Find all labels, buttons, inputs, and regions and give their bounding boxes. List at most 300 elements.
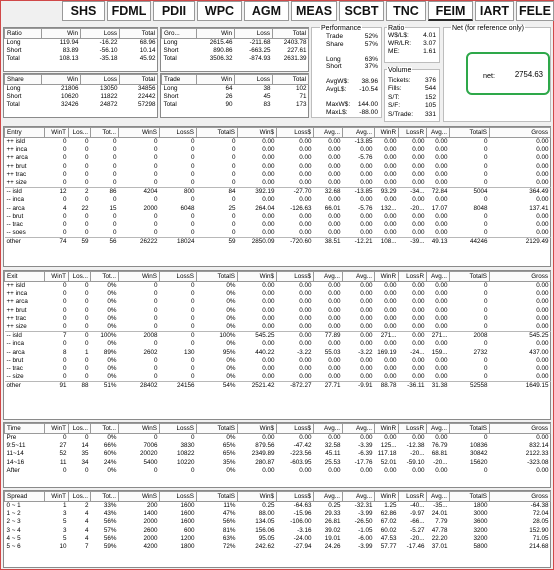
table-row[interactable] bbox=[5, 163, 551, 171]
column-header[interactable]: Win$ bbox=[238, 492, 277, 502]
table-cell: 7006 bbox=[143, 442, 158, 450]
table-cell: 392.19 bbox=[255, 188, 275, 196]
column-header[interactable]: Tot... bbox=[91, 424, 119, 434]
table-row[interactable] bbox=[5, 349, 551, 357]
column-header[interactable]: Win$ bbox=[238, 424, 277, 434]
table-cell: 22442 bbox=[137, 93, 156, 101]
table-cell: 15620 bbox=[469, 458, 488, 466]
table-cell: 1800 bbox=[473, 502, 488, 509]
row-label: ++ arca bbox=[6, 298, 28, 306]
table-row[interactable] bbox=[5, 101, 158, 109]
column-header[interactable]: Avg... bbox=[343, 128, 375, 138]
table-cell: 0 bbox=[84, 282, 89, 289]
net-value: 2754.63 bbox=[514, 70, 543, 79]
column-header[interactable]: Gross bbox=[490, 492, 551, 502]
column-header[interactable]: TotalS bbox=[197, 492, 238, 502]
table-cell: 0.00 bbox=[536, 138, 549, 145]
table-cell: -35... bbox=[433, 502, 448, 509]
table-cell: 0 bbox=[153, 170, 158, 178]
table-cell: 0.00 bbox=[299, 282, 312, 289]
tab-fele[interactable]: FELE bbox=[516, 1, 554, 21]
table-cell: 0 bbox=[153, 340, 158, 348]
table-cell: 0.00 bbox=[343, 179, 375, 188]
column-header[interactable]: WinS bbox=[119, 492, 160, 502]
column-header[interactable]: Total bbox=[273, 75, 309, 85]
column-header[interactable]: Loss bbox=[235, 75, 273, 85]
table-cell: 65% bbox=[222, 442, 236, 450]
table-row[interactable] bbox=[5, 459, 551, 467]
table-row[interactable] bbox=[5, 39, 158, 48]
column-header[interactable]: Los... bbox=[69, 128, 91, 138]
table-row[interactable] bbox=[5, 442, 551, 450]
table-cell: 0.00 bbox=[360, 162, 373, 170]
table-cell: -17.76 bbox=[354, 458, 373, 466]
table-cell: 3000 bbox=[473, 510, 488, 518]
table-cell: 0% bbox=[107, 466, 117, 474]
table-cell: 0 bbox=[153, 212, 158, 220]
table-row[interactable] bbox=[5, 382, 551, 391]
column-header[interactable]: Los... bbox=[69, 272, 91, 282]
table-row[interactable] bbox=[5, 238, 551, 247]
table-cell: 88.78 bbox=[380, 382, 397, 390]
spread-table bbox=[3, 490, 551, 568]
table-cell: 95% bbox=[222, 348, 236, 356]
table-cell: 5004 bbox=[473, 188, 488, 196]
table-cell: 0 bbox=[84, 154, 89, 162]
table-cell: 1200 bbox=[180, 534, 195, 542]
table-cell: 0 bbox=[160, 323, 197, 332]
tab-wpc[interactable]: WPC bbox=[197, 1, 242, 21]
column-header[interactable]: WinS bbox=[119, 128, 160, 138]
column-header[interactable]: Los... bbox=[69, 424, 91, 434]
tab-feim[interactable]: FEIM bbox=[428, 1, 473, 21]
column-header[interactable]: TotalS bbox=[450, 492, 490, 502]
column-header[interactable]: Loss$ bbox=[277, 128, 314, 138]
row-label: -- arca bbox=[6, 204, 25, 212]
table-cell: 0% bbox=[226, 340, 236, 348]
table-cell: 0 bbox=[84, 340, 89, 348]
table-cell: 0% bbox=[91, 323, 119, 332]
table-row[interactable] bbox=[5, 229, 551, 238]
table-cell: 32.58 bbox=[324, 442, 341, 450]
table-cell: 0.00 bbox=[375, 323, 399, 332]
table-row[interactable] bbox=[5, 373, 551, 382]
table-row[interactable] bbox=[5, 298, 551, 306]
tab-tnc[interactable]: TNC bbox=[386, 1, 426, 21]
table-cell: 4 bbox=[62, 204, 67, 212]
table-row[interactable] bbox=[5, 315, 551, 323]
column-header[interactable]: Avg... bbox=[314, 272, 343, 282]
table-cell: 0.00 bbox=[399, 179, 427, 188]
table-row[interactable] bbox=[5, 154, 551, 162]
table-cell: 68.96 bbox=[139, 39, 156, 46]
column-header[interactable]: WinT bbox=[45, 128, 69, 138]
table-row[interactable] bbox=[5, 205, 551, 213]
table-cell: 45 bbox=[263, 93, 271, 101]
table-cell: 0.00 bbox=[262, 434, 275, 441]
column-header[interactable]: LossR bbox=[399, 272, 427, 282]
table-cell: 26 bbox=[225, 93, 233, 101]
table-cell: 545.25 bbox=[255, 332, 275, 340]
table-row[interactable] bbox=[5, 340, 551, 348]
table-cell: 0.00 bbox=[399, 323, 427, 332]
table-cell: 0 bbox=[153, 146, 158, 154]
tab-pdii[interactable]: PDII bbox=[153, 1, 195, 21]
column-header[interactable]: TotalS bbox=[450, 272, 490, 282]
column-header[interactable]: Share bbox=[5, 75, 42, 85]
table-cell: -40... bbox=[410, 502, 425, 509]
column-header[interactable]: TotalS bbox=[197, 424, 238, 434]
column-header[interactable]: Win bbox=[197, 75, 235, 85]
table-cell: 68.81 bbox=[431, 450, 448, 458]
column-header[interactable]: Loss$ bbox=[277, 272, 314, 282]
table-cell: 29.33 bbox=[324, 510, 341, 518]
column-header[interactable]: Spread bbox=[5, 492, 45, 502]
table-cell: 1600 bbox=[180, 502, 195, 509]
table-row[interactable] bbox=[5, 282, 551, 291]
table-cell: 0 bbox=[190, 298, 195, 306]
column-header[interactable]: Win$ bbox=[238, 128, 277, 138]
table-cell: 0.00 bbox=[360, 332, 373, 340]
column-header[interactable]: WinT bbox=[45, 272, 69, 282]
table-cell: 0 bbox=[231, 221, 236, 229]
column-header[interactable]: Win bbox=[197, 29, 235, 39]
table-cell: 1800 bbox=[180, 543, 195, 551]
table-cell: 0 bbox=[45, 373, 69, 382]
stat-value: 38.96 bbox=[361, 78, 378, 86]
table-cell: 0 bbox=[84, 434, 89, 441]
column-header[interactable]: LossR bbox=[399, 424, 427, 434]
row-label: Total bbox=[163, 101, 177, 109]
table-cell: 0.00 bbox=[412, 170, 425, 178]
column-header[interactable]: LossR bbox=[399, 492, 427, 502]
column-header[interactable]: LossS bbox=[160, 272, 197, 282]
column-header[interactable]: LossR bbox=[399, 128, 427, 138]
table-cell: 22 bbox=[81, 204, 89, 212]
table-cell: -34... bbox=[410, 188, 425, 196]
table-cell: 0.00 bbox=[412, 356, 425, 364]
exit-table bbox=[3, 270, 551, 420]
table-row[interactable] bbox=[162, 101, 309, 109]
column-header[interactable]: Gross bbox=[490, 128, 551, 138]
table-cell: 57.77 bbox=[380, 543, 397, 551]
table-row[interactable] bbox=[5, 179, 551, 188]
table-cell: 0.00 bbox=[536, 298, 549, 306]
table-row[interactable] bbox=[5, 323, 551, 332]
table-row[interactable] bbox=[5, 510, 551, 518]
column-header[interactable]: Time bbox=[5, 424, 45, 434]
table-cell: 0.00 bbox=[435, 154, 448, 162]
table-cell: 0.00 bbox=[299, 365, 312, 373]
column-header[interactable]: Tot... bbox=[91, 128, 119, 138]
column-header[interactable]: Gro... bbox=[162, 29, 197, 39]
table-row[interactable] bbox=[5, 171, 551, 179]
table-cell: 108.13 bbox=[59, 55, 79, 63]
stat-value: 63% bbox=[364, 55, 378, 63]
column-header[interactable]: Avg... bbox=[427, 272, 450, 282]
table-cell: 0.00 bbox=[536, 314, 549, 322]
tab-agm[interactable]: AGM bbox=[244, 1, 289, 21]
column-header[interactable]: Gross bbox=[490, 424, 551, 434]
table-cell: 0.00 bbox=[262, 146, 275, 154]
table-row[interactable] bbox=[5, 502, 551, 511]
table-cell: -211.68 bbox=[249, 39, 271, 46]
table-cell: 0.25 bbox=[262, 502, 275, 509]
table-row[interactable] bbox=[162, 85, 309, 94]
stat-label: S/F: bbox=[388, 102, 401, 110]
table-cell: 0 bbox=[153, 365, 158, 373]
table-row[interactable] bbox=[5, 450, 551, 458]
table-cell: 0.00 bbox=[262, 162, 275, 170]
column-header[interactable]: Total bbox=[120, 29, 158, 39]
column-header[interactable]: Avg... bbox=[314, 424, 343, 434]
table-row[interactable] bbox=[5, 543, 551, 551]
table-cell: 27 bbox=[59, 442, 67, 450]
table-row[interactable] bbox=[5, 55, 158, 63]
table-cell: 832.14 bbox=[529, 442, 549, 450]
table-cell: 200 bbox=[146, 502, 158, 509]
table-cell: 0.00 bbox=[360, 212, 373, 220]
table-cell: 0 bbox=[62, 466, 67, 474]
table-cell: 0 bbox=[483, 196, 488, 204]
table-cell: 130 bbox=[183, 348, 195, 356]
table-row[interactable] bbox=[162, 93, 309, 101]
table-cell: 0.00 bbox=[435, 138, 448, 145]
table-cell: 5 bbox=[62, 534, 67, 542]
table-cell: 0.00 bbox=[384, 212, 397, 220]
table-row[interactable] bbox=[5, 290, 551, 298]
table-row[interactable] bbox=[5, 47, 158, 55]
table-row[interactable] bbox=[5, 221, 551, 229]
table-row[interactable] bbox=[5, 365, 551, 373]
table-row[interactable] bbox=[5, 535, 551, 543]
table-cell: 4 bbox=[84, 526, 89, 534]
column-header[interactable]: Total bbox=[273, 29, 309, 39]
column-header[interactable]: Avg... bbox=[343, 492, 375, 502]
table-cell: 0 bbox=[483, 434, 488, 441]
table-cell: 0.00 bbox=[299, 146, 312, 154]
table-cell: 1.25 bbox=[384, 502, 397, 509]
table-cell: 10836 bbox=[469, 442, 488, 450]
table-row[interactable] bbox=[5, 467, 551, 475]
table-cell: 4 bbox=[84, 534, 89, 542]
column-header[interactable]: Loss$ bbox=[277, 424, 314, 434]
column-header[interactable]: Los... bbox=[69, 492, 91, 502]
column-header[interactable]: Entry bbox=[5, 128, 45, 138]
column-header[interactable]: TotalS bbox=[450, 424, 490, 434]
table-cell: 59 bbox=[81, 238, 89, 246]
tab-meas[interactable]: MEAS bbox=[291, 1, 337, 21]
row-label: -- isld bbox=[6, 332, 22, 340]
column-header[interactable]: WinS bbox=[119, 424, 160, 434]
column-header[interactable]: Total bbox=[120, 75, 158, 85]
table-cell: 0.00 bbox=[490, 323, 551, 332]
column-header[interactable]: Win bbox=[42, 75, 81, 85]
table-cell: 4 bbox=[84, 518, 89, 526]
table-cell: 0.00 bbox=[536, 146, 549, 154]
table-row[interactable] bbox=[162, 39, 309, 48]
column-header[interactable]: TotalS bbox=[450, 128, 490, 138]
table-cell: -20... bbox=[410, 204, 425, 212]
column-header[interactable]: WinT bbox=[45, 424, 69, 434]
table-row[interactable] bbox=[5, 213, 551, 221]
column-header[interactable]: Avg... bbox=[427, 492, 450, 502]
table-row[interactable] bbox=[5, 434, 551, 443]
table-cell: 0.00 bbox=[490, 229, 551, 238]
table-cell: 0% bbox=[107, 306, 117, 314]
table-cell: 0.00 bbox=[328, 356, 341, 364]
table-row[interactable] bbox=[5, 518, 551, 526]
column-header[interactable]: Avg... bbox=[427, 128, 450, 138]
table-cell: 0.00 bbox=[384, 434, 397, 441]
table-cell: 1 bbox=[62, 502, 67, 509]
column-header[interactable]: Loss bbox=[235, 29, 273, 39]
column-header[interactable]: LossS bbox=[160, 492, 197, 502]
table-cell: 0 bbox=[153, 298, 158, 306]
column-header[interactable]: Loss$ bbox=[277, 492, 314, 502]
table-cell: 5800 bbox=[473, 543, 488, 551]
table-row[interactable] bbox=[5, 527, 551, 535]
stat-value: 57% bbox=[364, 40, 378, 48]
table-cell: 152.90 bbox=[529, 526, 549, 534]
table-cell: 0.00 bbox=[262, 170, 275, 178]
table-cell: 0.00 bbox=[314, 323, 343, 332]
table-row[interactable] bbox=[5, 93, 158, 101]
column-header[interactable]: LossS bbox=[160, 128, 197, 138]
table-cell: 0.00 bbox=[435, 340, 448, 348]
table-cell: 0.00 bbox=[384, 138, 397, 145]
table-cell: 0.00 bbox=[262, 196, 275, 204]
table-cell: 11 bbox=[59, 458, 67, 466]
row-label: ++ trac bbox=[6, 170, 27, 178]
column-header[interactable]: Avg... bbox=[314, 492, 343, 502]
table-cell: 55.03 bbox=[324, 348, 341, 356]
column-header[interactable]: Win bbox=[42, 29, 81, 39]
table-cell: 2 bbox=[84, 188, 89, 196]
table-cell: 0.00 bbox=[262, 466, 275, 474]
column-header[interactable]: Tot... bbox=[91, 272, 119, 282]
stat-value: -88.00 bbox=[359, 108, 378, 116]
column-header[interactable]: Loss bbox=[81, 29, 120, 39]
table-cell: 4 bbox=[84, 510, 89, 518]
table-row[interactable] bbox=[5, 85, 158, 94]
column-header[interactable]: WinR bbox=[375, 128, 399, 138]
table-cell: 0.00 bbox=[536, 306, 549, 314]
table-cell: -12.21 bbox=[354, 238, 373, 246]
column-header[interactable]: Avg... bbox=[314, 128, 343, 138]
table-row[interactable] bbox=[5, 332, 551, 341]
column-header[interactable]: Ratio bbox=[5, 29, 42, 39]
table-cell: 0.00 bbox=[412, 340, 425, 348]
table-cell: 71 bbox=[299, 93, 307, 101]
table-cell: 0.00 bbox=[328, 290, 341, 298]
tab-scbt[interactable]: SCBT bbox=[339, 1, 384, 21]
table-cell: 0 bbox=[153, 290, 158, 298]
column-header[interactable]: Avg... bbox=[343, 272, 375, 282]
column-header[interactable]: WinS bbox=[119, 272, 160, 282]
table-cell: 20020 bbox=[139, 450, 158, 458]
table-row[interactable] bbox=[5, 146, 551, 154]
stat-value: 376 bbox=[424, 77, 436, 84]
row-label: Total bbox=[6, 101, 20, 109]
table-cell: 14 bbox=[81, 442, 89, 450]
column-header[interactable]: TotalS bbox=[197, 272, 238, 282]
table-row[interactable] bbox=[162, 55, 309, 63]
table-cell: 0.00 bbox=[262, 356, 275, 364]
stat-label: ME: bbox=[388, 47, 400, 55]
table-cell: 1 bbox=[84, 348, 89, 356]
table-row[interactable] bbox=[162, 47, 309, 55]
table-cell: 271... bbox=[431, 332, 448, 340]
table-cell: 39.02 bbox=[324, 526, 341, 534]
table-cell: 0 bbox=[119, 323, 160, 332]
table-cell: 0.00 bbox=[238, 373, 277, 382]
column-header[interactable]: Tot... bbox=[91, 492, 119, 502]
table-cell: 0 bbox=[231, 212, 236, 220]
column-header[interactable]: Loss bbox=[81, 75, 120, 85]
table-cell: 0% bbox=[107, 434, 117, 441]
tab-iart[interactable]: IART bbox=[475, 1, 514, 21]
table-cell: 10822 bbox=[176, 450, 195, 458]
table-cell: 0% bbox=[226, 356, 236, 364]
column-header[interactable]: Win$ bbox=[238, 272, 277, 282]
table-cell: 10220 bbox=[176, 458, 195, 466]
table-cell: 0.00 bbox=[328, 154, 341, 162]
column-header[interactable]: Exit bbox=[5, 272, 45, 282]
column-header[interactable]: Trade bbox=[162, 75, 197, 85]
table-cell: -9.91 bbox=[358, 382, 373, 390]
table-cell: 0.00 bbox=[328, 434, 341, 441]
table-cell: -323.08 bbox=[527, 458, 549, 466]
tab-shs[interactable]: SHS bbox=[62, 1, 105, 21]
table-cell: 0 bbox=[483, 138, 488, 145]
column-header[interactable]: Gross bbox=[490, 272, 551, 282]
table-cell: 0 bbox=[450, 323, 490, 332]
table-cell: 24.01 bbox=[431, 510, 448, 518]
column-header[interactable]: TotalS bbox=[197, 128, 238, 138]
column-header[interactable]: WinR bbox=[375, 272, 399, 282]
table-cell: 72% bbox=[222, 543, 236, 551]
table-cell: 0.00 bbox=[277, 373, 314, 382]
table-cell: 52 bbox=[59, 450, 67, 458]
table-cell: 0.00 bbox=[427, 323, 450, 332]
table-row[interactable] bbox=[5, 307, 551, 315]
table-cell: 0 bbox=[112, 146, 117, 154]
column-header[interactable]: WinR bbox=[375, 492, 399, 502]
table-row[interactable] bbox=[5, 138, 551, 147]
table-cell: 77.89 bbox=[324, 332, 341, 340]
table-cell: 0.00 bbox=[435, 298, 448, 306]
table-row[interactable] bbox=[5, 188, 551, 197]
stat-label: Trade bbox=[326, 33, 343, 40]
column-header[interactable]: WinR bbox=[375, 424, 399, 434]
table-row[interactable] bbox=[5, 196, 551, 204]
table-row[interactable] bbox=[5, 357, 551, 365]
column-header[interactable]: LossS bbox=[160, 424, 197, 434]
stat-label: Share bbox=[326, 40, 344, 48]
table-cell: 2521.42 bbox=[251, 382, 275, 390]
column-header[interactable]: Avg... bbox=[427, 424, 450, 434]
table-cell: 0.00 bbox=[384, 170, 397, 178]
row-label: 9:5~11 bbox=[6, 442, 26, 450]
column-header[interactable]: WinT bbox=[45, 492, 69, 502]
table-cell: 0 bbox=[84, 212, 89, 220]
table-cell: 0.00 bbox=[262, 365, 275, 373]
stat-value: 4.01 bbox=[423, 32, 436, 39]
column-header[interactable]: Avg... bbox=[343, 424, 375, 434]
table-cell: 0.00 bbox=[328, 340, 341, 348]
tab-fdml[interactable]: FDML bbox=[107, 1, 151, 21]
